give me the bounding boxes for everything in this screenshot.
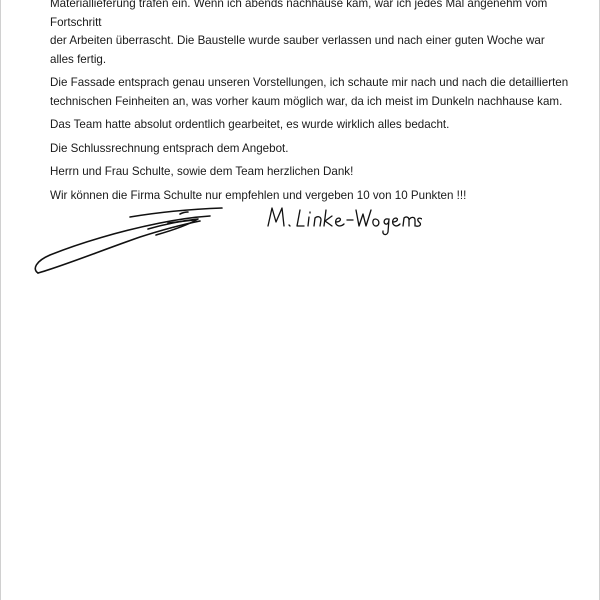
paragraph-progress-line-2: der Arbeiten überrascht. Die Baustelle wurde sauber verlassen und nach einer guten Woche war alles fertig. <box>50 34 545 66</box>
paragraph-facade-line-2: technischen Feinheiten an, was vorher kaum möglich war, da ich meist im Dunkeln nachhause kam. <box>50 94 563 108</box>
paragraph-facade-line-1: Die Fassade entsprach genau unseren Vorstellungen, ich schaute mir nach und nach die detaillierten <box>50 76 569 89</box>
paragraph-facade <box>50 74 570 111</box>
paragraph-thanks: Herrn und Frau Schulte, sowie dem Team herzlichen Dank! <box>50 165 354 178</box>
paragraph-invoice: Die Schlussrechnung entsprach dem Angebot. <box>50 141 289 155</box>
paragraph-team: Das Team hatte absolut ordentlich gearbeitet, es wurde wirklich alles bedacht. <box>50 118 450 131</box>
signature-scribble <box>30 203 230 278</box>
letter-body <box>50 0 570 210</box>
paragraph-progress-line-1: Materiallieferung trafen ein. Wenn ich abends nachhause kam, war ich jedes Mal angenehm vom Fortschritt <box>50 0 548 29</box>
page-left-edge <box>0 0 1 600</box>
paragraph-progress <box>50 0 570 69</box>
signature-name <box>262 200 422 240</box>
paragraph-recommendation: Wir können die Firma Schulte nur empfehlen und vergeben 10 von 10 Punkten !!! <box>50 188 467 202</box>
